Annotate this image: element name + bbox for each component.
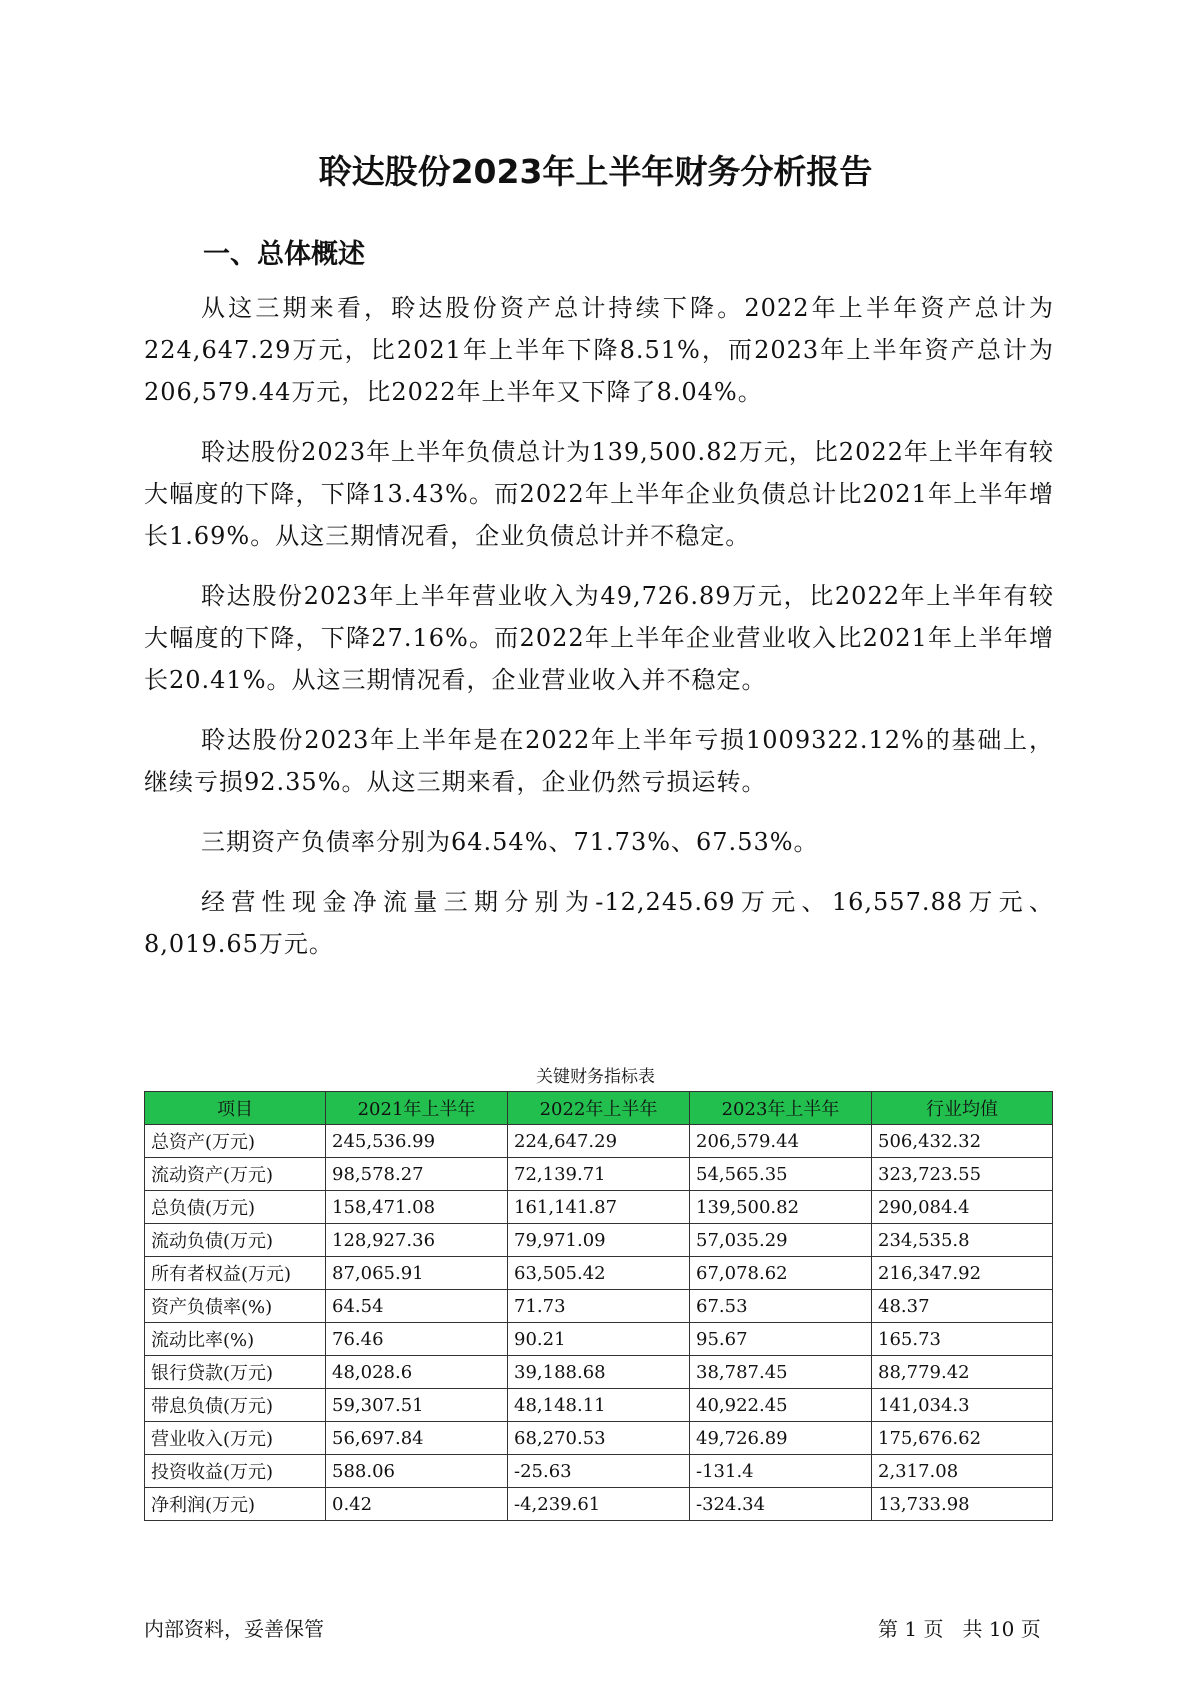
row-label: 流动比率(%) xyxy=(145,1323,326,1356)
table-cell: 88,779.42 xyxy=(872,1356,1053,1389)
table-cell: 323,723.55 xyxy=(872,1158,1053,1191)
table-cell: 216,347.92 xyxy=(872,1257,1053,1290)
table-cell: 158,471.08 xyxy=(326,1191,508,1224)
row-label: 营业收入(万元) xyxy=(145,1422,326,1455)
paragraph-total-assets: 从这三期来看，聆达股份资产总计持续下降。2022年上半年资产总计为224,647.29万元，比2021年上半年下降8.51%，而2023年上半年资产总计为206,579.44万元，比2022年上半年又下降了8.04%。 xyxy=(144,294,1054,406)
document-title: 聆达股份2023年上半年财务分析报告 xyxy=(318,152,873,191)
header-2023h1: 2023年上半年 xyxy=(690,1092,872,1125)
table-cell: -324.34 xyxy=(690,1488,872,1521)
table-cell: -4,239.61 xyxy=(508,1488,690,1521)
table-cell: 245,536.99 xyxy=(326,1125,508,1158)
table-cell: 95.67 xyxy=(690,1323,872,1356)
row-label: 银行贷款(万元) xyxy=(145,1356,326,1389)
table-cell: 175,676.62 xyxy=(872,1422,1053,1455)
header-2022h1: 2022年上半年 xyxy=(508,1092,690,1125)
table-cell: 165.73 xyxy=(872,1323,1053,1356)
table-cell: 2,317.08 xyxy=(872,1455,1053,1488)
table-row xyxy=(145,1422,1053,1455)
table-cell: 56,697.84 xyxy=(326,1422,508,1455)
table-cell: 506,432.32 xyxy=(872,1125,1053,1158)
table-cell: -131.4 xyxy=(690,1455,872,1488)
table-cell: 48.37 xyxy=(872,1290,1053,1323)
table-cell: 48,148.11 xyxy=(508,1389,690,1422)
table-row xyxy=(145,1323,1053,1356)
table-cell: 0.42 xyxy=(326,1488,508,1521)
table-cell: 588.06 xyxy=(326,1455,508,1488)
row-label: 投资收益(万元) xyxy=(145,1455,326,1488)
table-cell: 224,647.29 xyxy=(508,1125,690,1158)
table-cell: 38,787.45 xyxy=(690,1356,872,1389)
table-cell: 13,733.98 xyxy=(872,1488,1053,1521)
table-cell: 128,927.36 xyxy=(326,1224,508,1257)
table-cell: 87,065.91 xyxy=(326,1257,508,1290)
row-label: 总负债(万元) xyxy=(145,1191,326,1224)
table-cell: 161,141.87 xyxy=(508,1191,690,1224)
paragraph-cash-flow: 经营性现金净流量三期分别为-12,245.69万元、16,557.88万元、8,019.65万元。 xyxy=(144,888,1054,958)
paragraph-debt-ratio: 三期资产负债率分别为64.54%、71.73%、67.53%。 xyxy=(201,828,819,856)
header-item: 项目 xyxy=(145,1092,326,1125)
table-cell: 40,922.45 xyxy=(690,1389,872,1422)
row-label: 流动负债(万元) xyxy=(145,1224,326,1257)
table-cell: 59,307.51 xyxy=(326,1389,508,1422)
table-cell: 206,579.44 xyxy=(690,1125,872,1158)
row-label: 资产负债率(%) xyxy=(145,1290,326,1323)
table-row xyxy=(145,1356,1053,1389)
row-label: 总资产(万元) xyxy=(145,1125,326,1158)
table-row xyxy=(145,1290,1053,1323)
paragraph-revenue: 聆达股份2023年上半年营业收入为49,726.89万元，比2022年上半年有较大幅度的下降，下降27.16%。而2022年上半年企业营业收入比2021年上半年增长20.41%。从这三期情况看，企业营业收入并不稳定。 xyxy=(144,582,1054,694)
table-cell: 79,971.09 xyxy=(508,1224,690,1257)
paragraph-loss: 聆达股份2023年上半年是在2022年上半年亏损1009322.12%的基础上，继续亏损92.35%。从这三期来看，企业仍然亏损运转。 xyxy=(144,726,1054,796)
page-number: 第 1 页 xyxy=(878,1617,944,1641)
table-cell: 90.21 xyxy=(508,1323,690,1356)
section-heading: 一、总体概述 xyxy=(203,239,365,270)
table-row xyxy=(145,1257,1053,1290)
table-cell: 54,565.35 xyxy=(690,1158,872,1191)
table-row xyxy=(145,1224,1053,1257)
table-cell: -25.63 xyxy=(508,1455,690,1488)
page-total: 共 10 页 xyxy=(962,1617,1041,1641)
key-financial-indicators-table xyxy=(144,1091,1053,1521)
table-cell: 76.46 xyxy=(326,1323,508,1356)
row-label: 所有者权益(万元) xyxy=(145,1257,326,1290)
row-label: 净利润(万元) xyxy=(145,1488,326,1521)
table-row xyxy=(145,1191,1053,1224)
table-row xyxy=(145,1389,1053,1422)
row-label: 流动资产(万元) xyxy=(145,1158,326,1191)
table-row xyxy=(145,1158,1053,1191)
table-cell: 67.53 xyxy=(690,1290,872,1323)
table-caption: 关键财务指标表 xyxy=(536,1067,655,1087)
table-cell: 57,035.29 xyxy=(690,1224,872,1257)
overview-body xyxy=(144,287,1054,983)
table-header-row xyxy=(145,1092,1053,1125)
header-2021h1: 2021年上半年 xyxy=(326,1092,508,1125)
table-cell: 63,505.42 xyxy=(508,1257,690,1290)
table-cell: 64.54 xyxy=(326,1290,508,1323)
table-cell: 68,270.53 xyxy=(508,1422,690,1455)
row-label: 带息负债(万元) xyxy=(145,1389,326,1422)
table-cell: 67,078.62 xyxy=(690,1257,872,1290)
table-row xyxy=(145,1125,1053,1158)
table-cell: 72,139.71 xyxy=(508,1158,690,1191)
table-cell: 39,188.68 xyxy=(508,1356,690,1389)
footer-page-info xyxy=(878,1613,1041,1642)
table-cell: 71.73 xyxy=(508,1290,690,1323)
table-cell: 98,578.27 xyxy=(326,1158,508,1191)
table-cell: 290,084.4 xyxy=(872,1191,1053,1224)
table-cell: 141,034.3 xyxy=(872,1389,1053,1422)
table-cell: 48,028.6 xyxy=(326,1356,508,1389)
table-cell: 139,500.82 xyxy=(690,1191,872,1224)
paragraph-total-liabilities: 聆达股份2023年上半年负债总计为139,500.82万元，比2022年上半年有较大幅度的下降，下降13.43%。而2022年上半年企业负债总计比2021年上半年增长1.69%。从这三期情况看，企业负债总计并不稳定。 xyxy=(144,438,1054,550)
table-cell: 49,726.89 xyxy=(690,1422,872,1455)
table-row xyxy=(145,1488,1053,1521)
table-row xyxy=(145,1455,1053,1488)
footer-confidential-note: 内部资料，妥善保管 xyxy=(144,1617,324,1641)
table-cell: 234,535.8 xyxy=(872,1224,1053,1257)
header-industry-average: 行业均值 xyxy=(872,1092,1053,1125)
